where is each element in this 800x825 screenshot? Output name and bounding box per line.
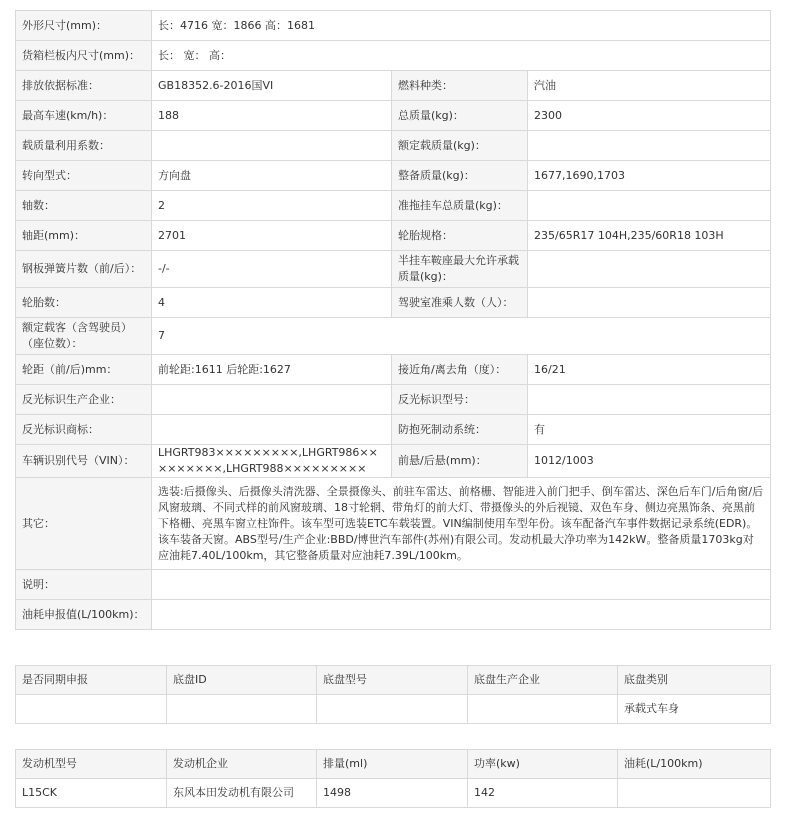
row-spring xyxy=(16,251,771,288)
row-cargo xyxy=(16,41,771,71)
row-reflector-brand xyxy=(16,415,771,445)
saddle-label: 半挂车鞍座最大允许承载质量(kg)： xyxy=(392,251,528,288)
curb-mass-value: 1677,1690,1703 xyxy=(528,161,771,191)
chassis-table xyxy=(15,665,771,724)
track-value: 前轮距:1611 后轮距:1627 xyxy=(152,355,392,385)
fuel-value: 汽油 xyxy=(528,71,771,101)
row-wheelbase xyxy=(16,221,771,251)
overhang-value: 1012/1003 xyxy=(528,445,771,478)
row-tires-count xyxy=(16,288,771,318)
dimensions-label: 外形尺寸(mm)： xyxy=(16,11,152,41)
chassis-cell xyxy=(317,695,468,724)
cab-label: 驾驶室准乘人数（人）： xyxy=(392,288,528,318)
row-other xyxy=(16,478,771,570)
row-reflector xyxy=(16,385,771,415)
chassis-header-cell: 底盘类别 xyxy=(618,666,771,695)
chassis-cell xyxy=(468,695,618,724)
trailer-value xyxy=(528,191,771,221)
spring-label: 钢板弹簧片数（前/后）： xyxy=(16,251,152,288)
passengers-value: 7 xyxy=(152,318,771,355)
total-mass-label: 总质量(kg)： xyxy=(392,101,528,131)
overhang-label: 前悬/后悬(mm)： xyxy=(392,445,528,478)
total-mass-value: 2300 xyxy=(528,101,771,131)
load-coef-value xyxy=(152,131,392,161)
reflector-maker-label: 反光标识生产企业： xyxy=(16,385,152,415)
chassis-cell xyxy=(167,695,317,724)
row-speed xyxy=(16,101,771,131)
rated-load-label: 额定载质量(kg)： xyxy=(392,131,528,161)
load-coef-label: 载质量利用系数： xyxy=(16,131,152,161)
table-row xyxy=(16,695,771,724)
reflector-model-value xyxy=(528,385,771,415)
row-dimensions xyxy=(16,11,771,41)
cab-value xyxy=(528,288,771,318)
steering-label: 转向型式： xyxy=(16,161,152,191)
chassis-header-cell: 底盘型号 xyxy=(317,666,468,695)
dimensions-value: 长：4716 宽：1866 高：1681 xyxy=(152,11,771,41)
row-passengers xyxy=(16,318,771,355)
tires-count-value: 4 xyxy=(152,288,392,318)
saddle-value xyxy=(528,251,771,288)
reflector-model-label: 反光标识型号： xyxy=(392,385,528,415)
engine-cell: 1498 xyxy=(317,779,468,808)
vin-value: LHGRT983×××××××××,LHGRT986××××××××​×,LHGRT988××××××××× xyxy=(152,445,392,478)
fuel-label: 燃料种类： xyxy=(392,71,528,101)
wheelbase-label: 轴距(mm)： xyxy=(16,221,152,251)
steering-value: 方向盘 xyxy=(152,161,392,191)
engine-table xyxy=(15,749,771,808)
note-label: 说明： xyxy=(16,570,152,600)
engine-header-cell: 排量(ml) xyxy=(317,750,468,779)
note-value xyxy=(152,570,771,600)
passengers-label: 额定载客（含驾驶员）（座位数）： xyxy=(16,318,152,355)
rated-load-value xyxy=(528,131,771,161)
chassis-header-cell: 底盘生产企业 xyxy=(468,666,618,695)
speed-label: 最高车速(km/h)： xyxy=(16,101,152,131)
tire-label: 轮胎规格： xyxy=(392,221,528,251)
abs-value: 有 xyxy=(528,415,771,445)
chassis-header-cell: 是否同期申报 xyxy=(16,666,167,695)
speed-value: 188 xyxy=(152,101,392,131)
cargo-value: 长： 宽： 高： xyxy=(152,41,771,71)
row-fuel-report xyxy=(16,600,771,630)
other-label: 其它： xyxy=(16,478,152,570)
fuel-report-label: 油耗申报值(L/100km)： xyxy=(16,600,152,630)
chassis-cell: 承载式车身 xyxy=(618,695,771,724)
engine-cell: 东风本田发动机有限公司 xyxy=(167,779,317,808)
curb-mass-label: 整备质量(kg)： xyxy=(392,161,528,191)
reflector-brand-value xyxy=(152,415,392,445)
row-track xyxy=(16,355,771,385)
tires-count-label: 轮胎数： xyxy=(16,288,152,318)
reflector-maker-value xyxy=(152,385,392,415)
abs-label: 防抱死制动系统： xyxy=(392,415,528,445)
cargo-label: 货箱栏板内尺寸(mm)： xyxy=(16,41,152,71)
axles-label: 轴数： xyxy=(16,191,152,221)
axles-value: 2 xyxy=(152,191,392,221)
track-label: 轮距（前/后)mm： xyxy=(16,355,152,385)
other-value: 选装:后摄像头、后摄像头清洗器、全景摄像头、前驻车雷达、前格栅、智能进入前门把手、倒车雷达、深色后车门/后角窗/后风窗玻璃、不同式样的前风窗玻璃、18寸轮辋、带角灯的前大灯、带摄像头的外后视镜、双色车身、侧边亮黑饰条、亮黑前下格栅、亮黑车窗立柱饰件。该车型可选装ETC车载装置。VIN编制使用车型年份。该车配备汽车事件数据记录系统(EDR)。该车装备天窗。ABS型号/生产企业:BBD/博世汽车部件(苏州)有限公司。发动机最大净功率为142kW。整备质量1703kg对应油耗7.40L/100km，其它整备质量对应油耗7.39L/100km。 xyxy=(152,478,771,570)
engine-cell xyxy=(618,779,771,808)
fuel-report-value xyxy=(152,600,771,630)
spring-value: -/- xyxy=(152,251,392,288)
engine-cell: L15CK xyxy=(16,779,167,808)
vin-label: 车辆识别代号（VIN）： xyxy=(16,445,152,478)
engine-header-row xyxy=(16,750,771,779)
row-emission xyxy=(16,71,771,101)
engine-cell: 142 xyxy=(468,779,618,808)
row-vin xyxy=(16,445,771,478)
row-load-coef xyxy=(16,131,771,161)
angle-label: 接近角/离去角（度）： xyxy=(392,355,528,385)
reflector-brand-label: 反光标识商标： xyxy=(16,415,152,445)
table-row xyxy=(16,779,771,808)
angle-value: 16/21 xyxy=(528,355,771,385)
emission-value: GB18352.6-2016国VI xyxy=(152,71,392,101)
row-steering xyxy=(16,161,771,191)
engine-header-cell: 功率(kw) xyxy=(468,750,618,779)
engine-header-cell: 油耗(L/100km) xyxy=(618,750,771,779)
emission-label: 排放依据标准： xyxy=(16,71,152,101)
row-note xyxy=(16,570,771,600)
engine-header-cell: 发动机企业 xyxy=(167,750,317,779)
chassis-cell xyxy=(16,695,167,724)
engine-header-cell: 发动机型号 xyxy=(16,750,167,779)
chassis-header-row xyxy=(16,666,771,695)
tire-value: 235/65R17 104H,235/60R18 103H xyxy=(528,221,771,251)
wheelbase-value: 2701 xyxy=(152,221,392,251)
chassis-header-cell: 底盘ID xyxy=(167,666,317,695)
vehicle-spec-table xyxy=(15,10,771,630)
row-axles xyxy=(16,191,771,221)
trailer-label: 准拖挂车总质量(kg)： xyxy=(392,191,528,221)
